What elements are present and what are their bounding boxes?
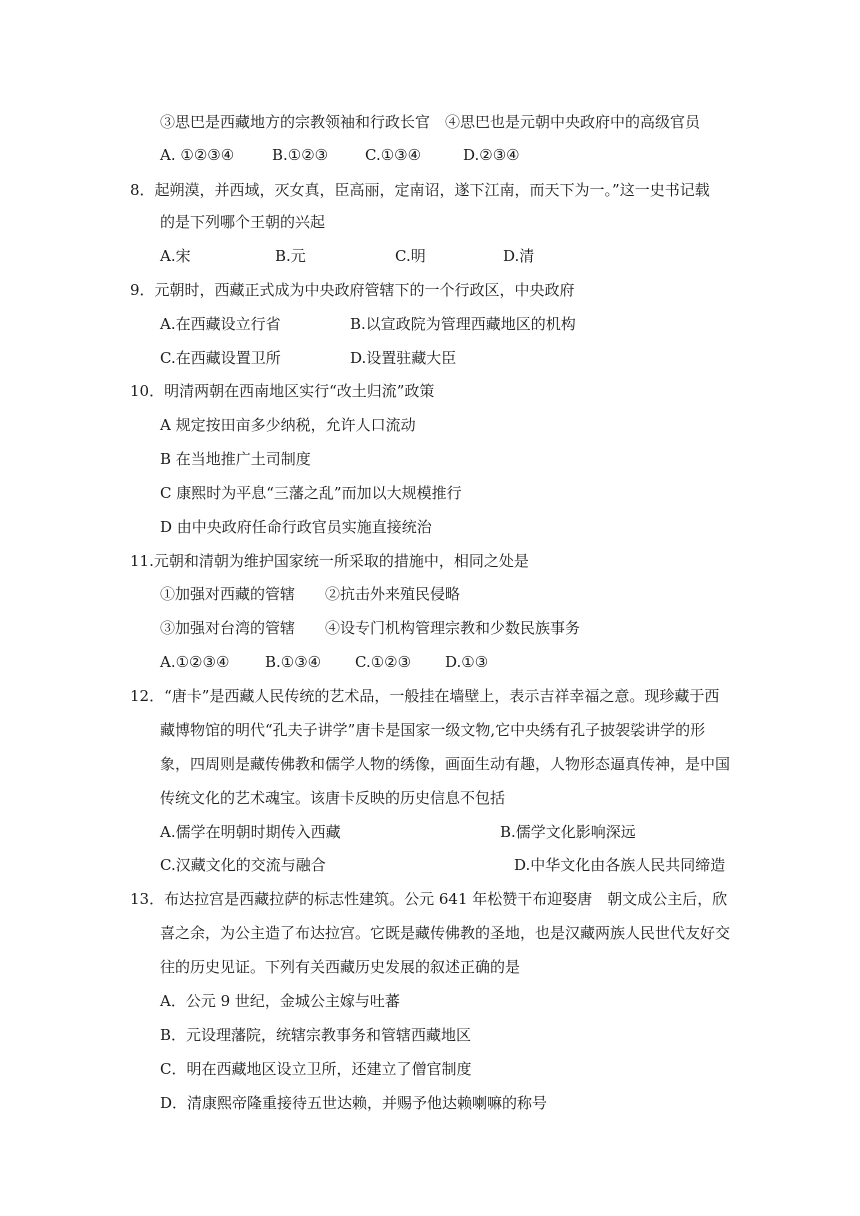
q12-options-row2 [0,855,860,875]
q9-option-a: A.在西藏设立行省 [160,315,281,333]
q10-option-a: A 规定按田亩多少纳税，允许人口流动 [160,416,416,434]
q11-option-a: A.①②③④ [160,653,230,671]
q12-option-b: B.儒学文化影响深远 [500,823,636,841]
q9-stem: 9．元朝时，西藏正式成为中央政府管辖下的一个行政区，中央政府 [130,281,575,299]
q9-option-d: D.设置驻藏大臣 [350,349,457,367]
q12-options-row1 [0,822,860,842]
q8-option-b: B.元 [275,247,306,265]
q10-stem: 10．明清两朝在西南地区实行“改土归流”政策 [130,382,435,400]
q8-stem-line2: 的是下列哪个王朝的兴起 [160,213,326,231]
q12-option-d: D.中华文化由各族人民共同缔造 [514,856,726,874]
q8-stem-line1: 8．起朔漠，并西域，灭女真，臣高丽，定南诏，遂下江南，而天下为一。”这一史书记载 [130,181,710,199]
q12-stem-line3: 象，四周则是藏传佛教和儒学人物的绣像，画面生动有趣，人物形态逼真传神，是中国 [160,755,731,773]
q10-option-c: C 康熙时为平息“三藩之乱”而加以大规模推行 [160,484,462,502]
q7-option-d: D.②③④ [463,146,520,164]
q7-option-c: C.①③④ [365,146,422,164]
q8-options [0,246,860,266]
q13-stem-line2: 喜之余，为公主造了布达拉宫。它既是藏传佛教的圣地，也是汉藏两族人民世代友好交 [160,924,731,942]
q9-option-c: C.在西藏设置卫所 [160,349,281,367]
q13-option-c: C．明在西藏地区设立卫所，还建立了僧官制度 [160,1060,472,1078]
q11-options [0,652,860,672]
q8-option-a: A.宋 [160,247,191,265]
q10-option-b: B 在当地推广土司制度 [160,450,311,468]
q9-options-row1 [0,314,860,334]
q7-statement-line: ③思巴是西藏地方的宗教领袖和行政长官 ④思巴也是元朝中央政府中的高级官员 [160,113,701,131]
q12-option-c: C.汉藏文化的交流与融合 [160,856,326,874]
q8-option-d: D.清 [503,247,535,265]
q12-stem-line1: 12．“唐卡”是西藏人民传统的艺术品，一般挂在墙壁上，表示吉祥幸福之意。现珍藏于西 [130,687,720,705]
q8-option-c: C.明 [395,247,426,265]
q7-options [0,145,860,165]
q13-option-b: B．元设理藩院，统辖宗教事务和管辖西藏地区 [160,1026,472,1044]
q12-stem-line2: 藏博物馆的明代“孔夫子讲学”唐卡是国家一级文物,它中央绣有孔子披袈裟讲学的形 [160,721,706,739]
q7-option-b: B.①②③ [272,146,329,164]
q12-option-a: A.儒学在明朝时期传入西藏 [160,823,341,841]
q11-option-b: B.①③④ [265,653,322,671]
q11-statement-line1: ①加强对西藏的管辖 ②抗击外来殖民侵略 [160,585,461,603]
q7-option-a: A. ①②③④ [160,146,235,164]
q13-stem-line3: 往的历史见证。下列有关西藏历史发展的叙述正确的是 [160,958,521,976]
q9-option-b: B.以宣政院为管理西藏地区的机构 [350,315,576,333]
q13-stem-line1: 13．布达拉宫是西藏拉萨的标志性建筑。公元 641 年松赞干布迎娶唐 朝文成公主后，欣 [130,890,728,908]
q10-option-d: D 由中央政府任命行政官员实施直接统治 [160,518,432,536]
q13-option-d: D．清康熙帝隆重接待五世达赖，并赐予他达赖喇嘛的称号 [160,1094,548,1112]
q11-stem: 11.元朝和清朝为维护国家统一所采取的措施中，相同之处是 [130,552,529,570]
q11-option-c: C.①②③ [355,653,412,671]
q13-option-a: A．公元 9 世纪，金城公主嫁与吐蕃 [160,992,400,1010]
q12-stem-line4: 传统文化的艺术魂宝。该唐卡反映的历史信息不包括 [160,789,506,807]
q9-options-row2 [0,348,860,368]
q11-option-d: D.①③ [445,653,489,671]
q11-statement-line2: ③加强对台湾的管辖 ④设专门机构管理宗教和少数民族事务 [160,619,581,637]
